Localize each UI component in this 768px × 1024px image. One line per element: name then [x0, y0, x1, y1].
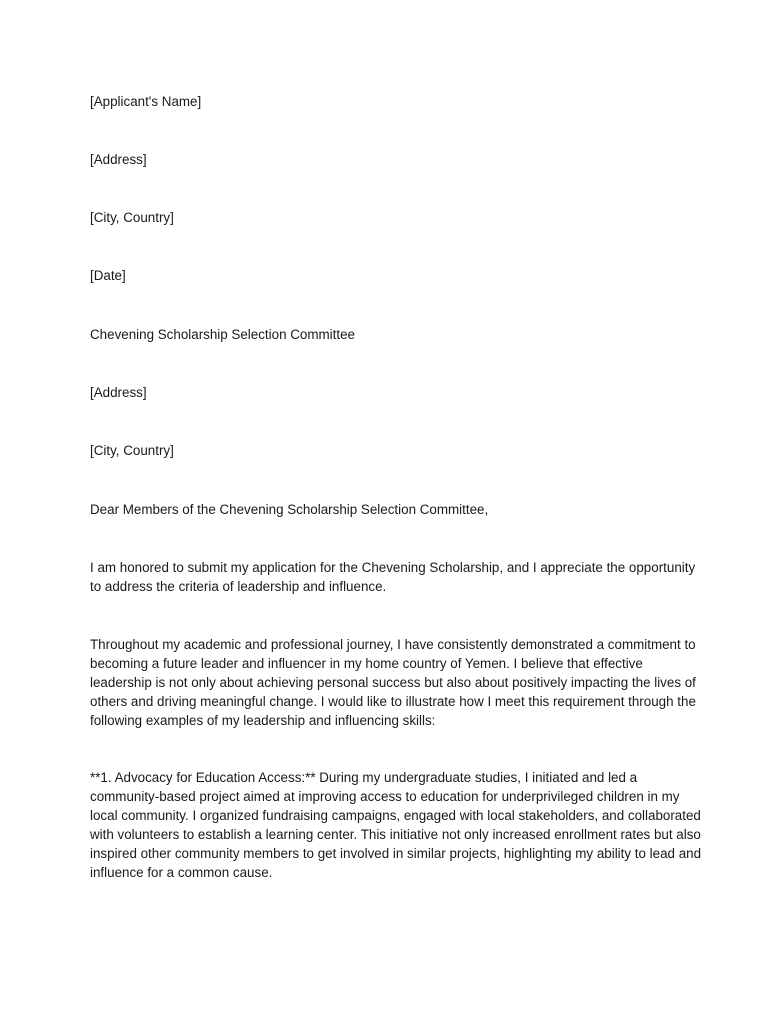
paragraph-line: community-based project aimed at improving access to education for underprivileged children in my	[90, 789, 680, 804]
paragraph-line: to address the criteria of leadership and influence.	[90, 579, 387, 594]
recipient-city-country: [City, Country]	[90, 443, 174, 458]
paragraph-line: becoming a future leader and influencer in my home country of Yemen. I believe that effective	[90, 656, 643, 671]
sender-address: [Address]	[90, 152, 147, 167]
sender-city-country: [City, Country]	[90, 210, 174, 225]
paragraph-line: local community. I organized fundraising campaigns, engaged with local stakeholders, and collaborated	[90, 808, 701, 823]
letter-date: [Date]	[90, 268, 126, 283]
paragraph-example-1	[90, 768, 702, 882]
paragraph-line: others and driving meaningful change. I would like to illustrate how I meet this requirement through the	[90, 694, 696, 709]
paragraph-intro	[90, 558, 696, 596]
paragraph-line: Throughout my academic and professional journey, I have consistently demonstrated a commitment to	[90, 637, 696, 652]
salutation: Dear Members of the Chevening Scholarship Selection Committee,	[90, 502, 489, 517]
paragraph-line: following examples of my leadership and influencing skills:	[90, 713, 436, 728]
paragraph-line: influence for a common cause.	[90, 865, 273, 880]
recipient-committee: Chevening Scholarship Selection Committee	[90, 327, 355, 342]
recipient-address: [Address]	[90, 385, 147, 400]
sender-name: [Applicant's Name]	[90, 94, 202, 109]
paragraph-line: **1. Advocacy for Education Access:** During my undergraduate studies, I initiated and led a	[90, 770, 638, 785]
paragraph-line: with volunteers to establish a learning center. This initiative not only increased enrollment rates but also	[90, 827, 701, 842]
paragraph-line: I am honored to submit my application for the Chevening Scholarship, and I appreciate the opportunity	[90, 560, 696, 575]
paragraph-line: inspired other community members to get involved in similar projects, highlighting my ability to lead and	[90, 846, 702, 861]
paragraph-journey	[90, 635, 696, 730]
paragraph-line: leadership is not only about achieving personal success but also about positively impacting the lives of	[90, 675, 696, 690]
